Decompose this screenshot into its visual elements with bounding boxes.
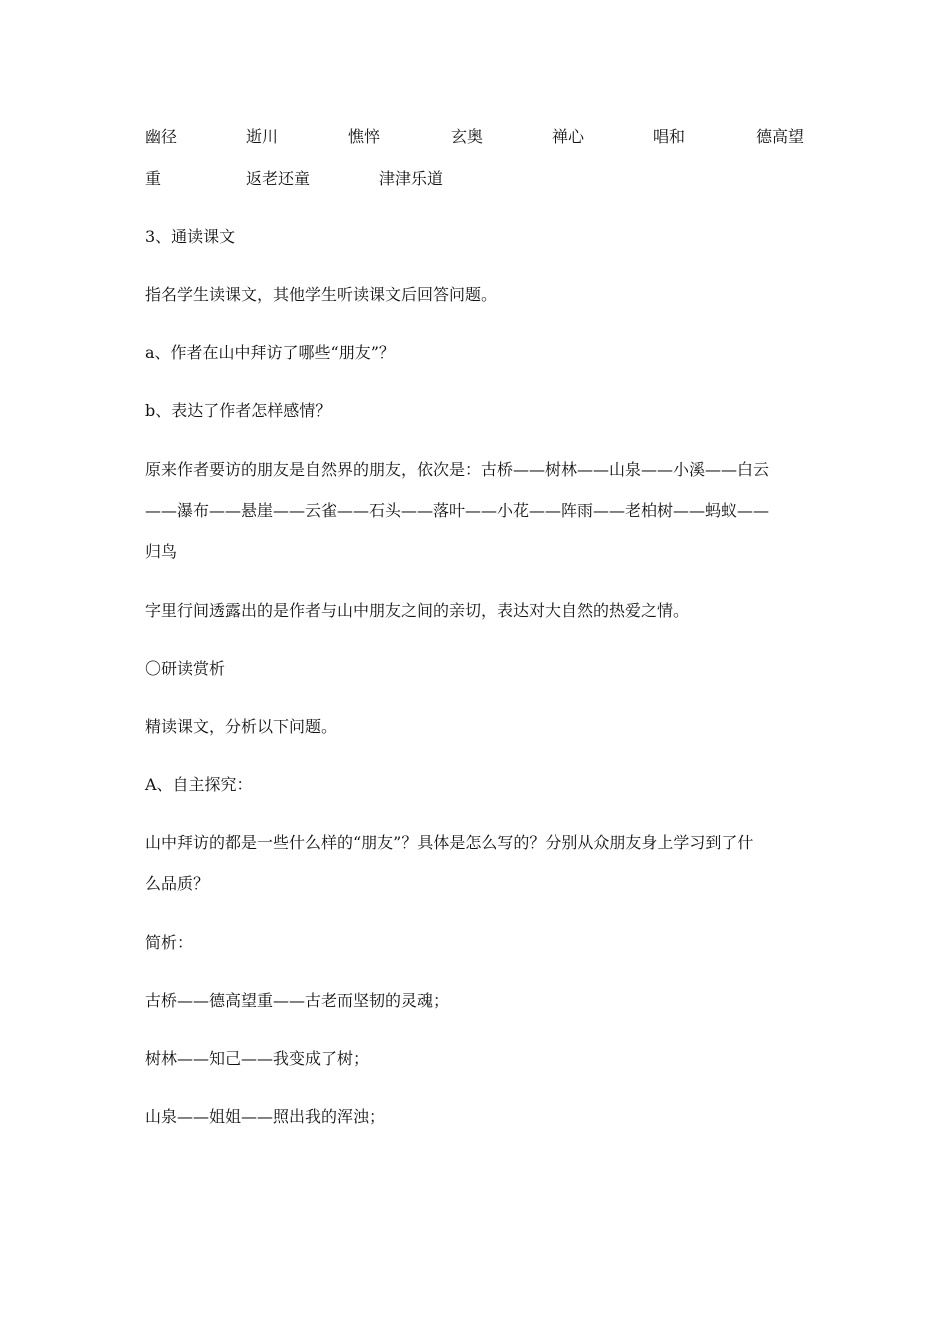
vocab-word: 憔悴 xyxy=(348,127,381,146)
vocab-word: 唱和 xyxy=(653,127,686,146)
vocab-word: 津津乐道 xyxy=(379,169,444,188)
section-heading: 〇研读赏析 xyxy=(145,659,226,678)
question-line: 么品质？ xyxy=(145,874,210,893)
answer-line: 原来作者要访的朋友是自然界的朋友，依次是：古桥——树林——山泉——小溪——白云 xyxy=(145,460,770,479)
vocab-word: 德高望 xyxy=(756,127,805,146)
question-b: b、表达了作者怎样感情？ xyxy=(145,401,332,420)
question-line: 山中拜访的都是一些什么样的“朋友”？具体是怎么写的？分别从众朋友身上学习到了什 xyxy=(145,833,754,852)
answer-line: 归鸟 xyxy=(145,542,178,561)
vocab-row-1 xyxy=(145,126,810,148)
subsection-heading: A、自主探究： xyxy=(145,775,253,794)
paragraph: 指名学生读课文，其他学生听读课文后回答问题。 xyxy=(145,285,498,304)
answer-line: ——瀑布——悬崖——云雀——石头——落叶——小花——阵雨——老柏树——蚂蚁—— xyxy=(145,501,770,520)
vocab-word: 幽径 xyxy=(145,127,178,146)
paragraph: 精读课文，分析以下问题。 xyxy=(145,717,338,736)
section-heading: 3、通读课文 xyxy=(145,227,236,246)
analysis-line: 古桥——德高望重——古老而坚韧的灵魂； xyxy=(145,991,450,1010)
analysis-line: 树林——知己——我变成了树； xyxy=(145,1049,370,1068)
brief-label: 简析： xyxy=(145,933,194,952)
vocab-word: 返老还童 xyxy=(246,169,311,188)
question-a: a、作者在山中拜访了哪些“朋友”？ xyxy=(145,343,395,362)
vocab-word: 重 xyxy=(145,169,162,188)
vocab-word: 禅心 xyxy=(552,127,585,146)
vocab-row-2 xyxy=(145,168,810,190)
analysis-line: 山泉——姐姐——照出我的浑浊； xyxy=(145,1107,386,1126)
vocab-word: 玄奥 xyxy=(451,127,484,146)
paragraph: 字里行间透露出的是作者与山中朋友之间的亲切，表达对大自然的热爱之情。 xyxy=(145,601,690,620)
vocab-word: 逝川 xyxy=(246,127,279,146)
